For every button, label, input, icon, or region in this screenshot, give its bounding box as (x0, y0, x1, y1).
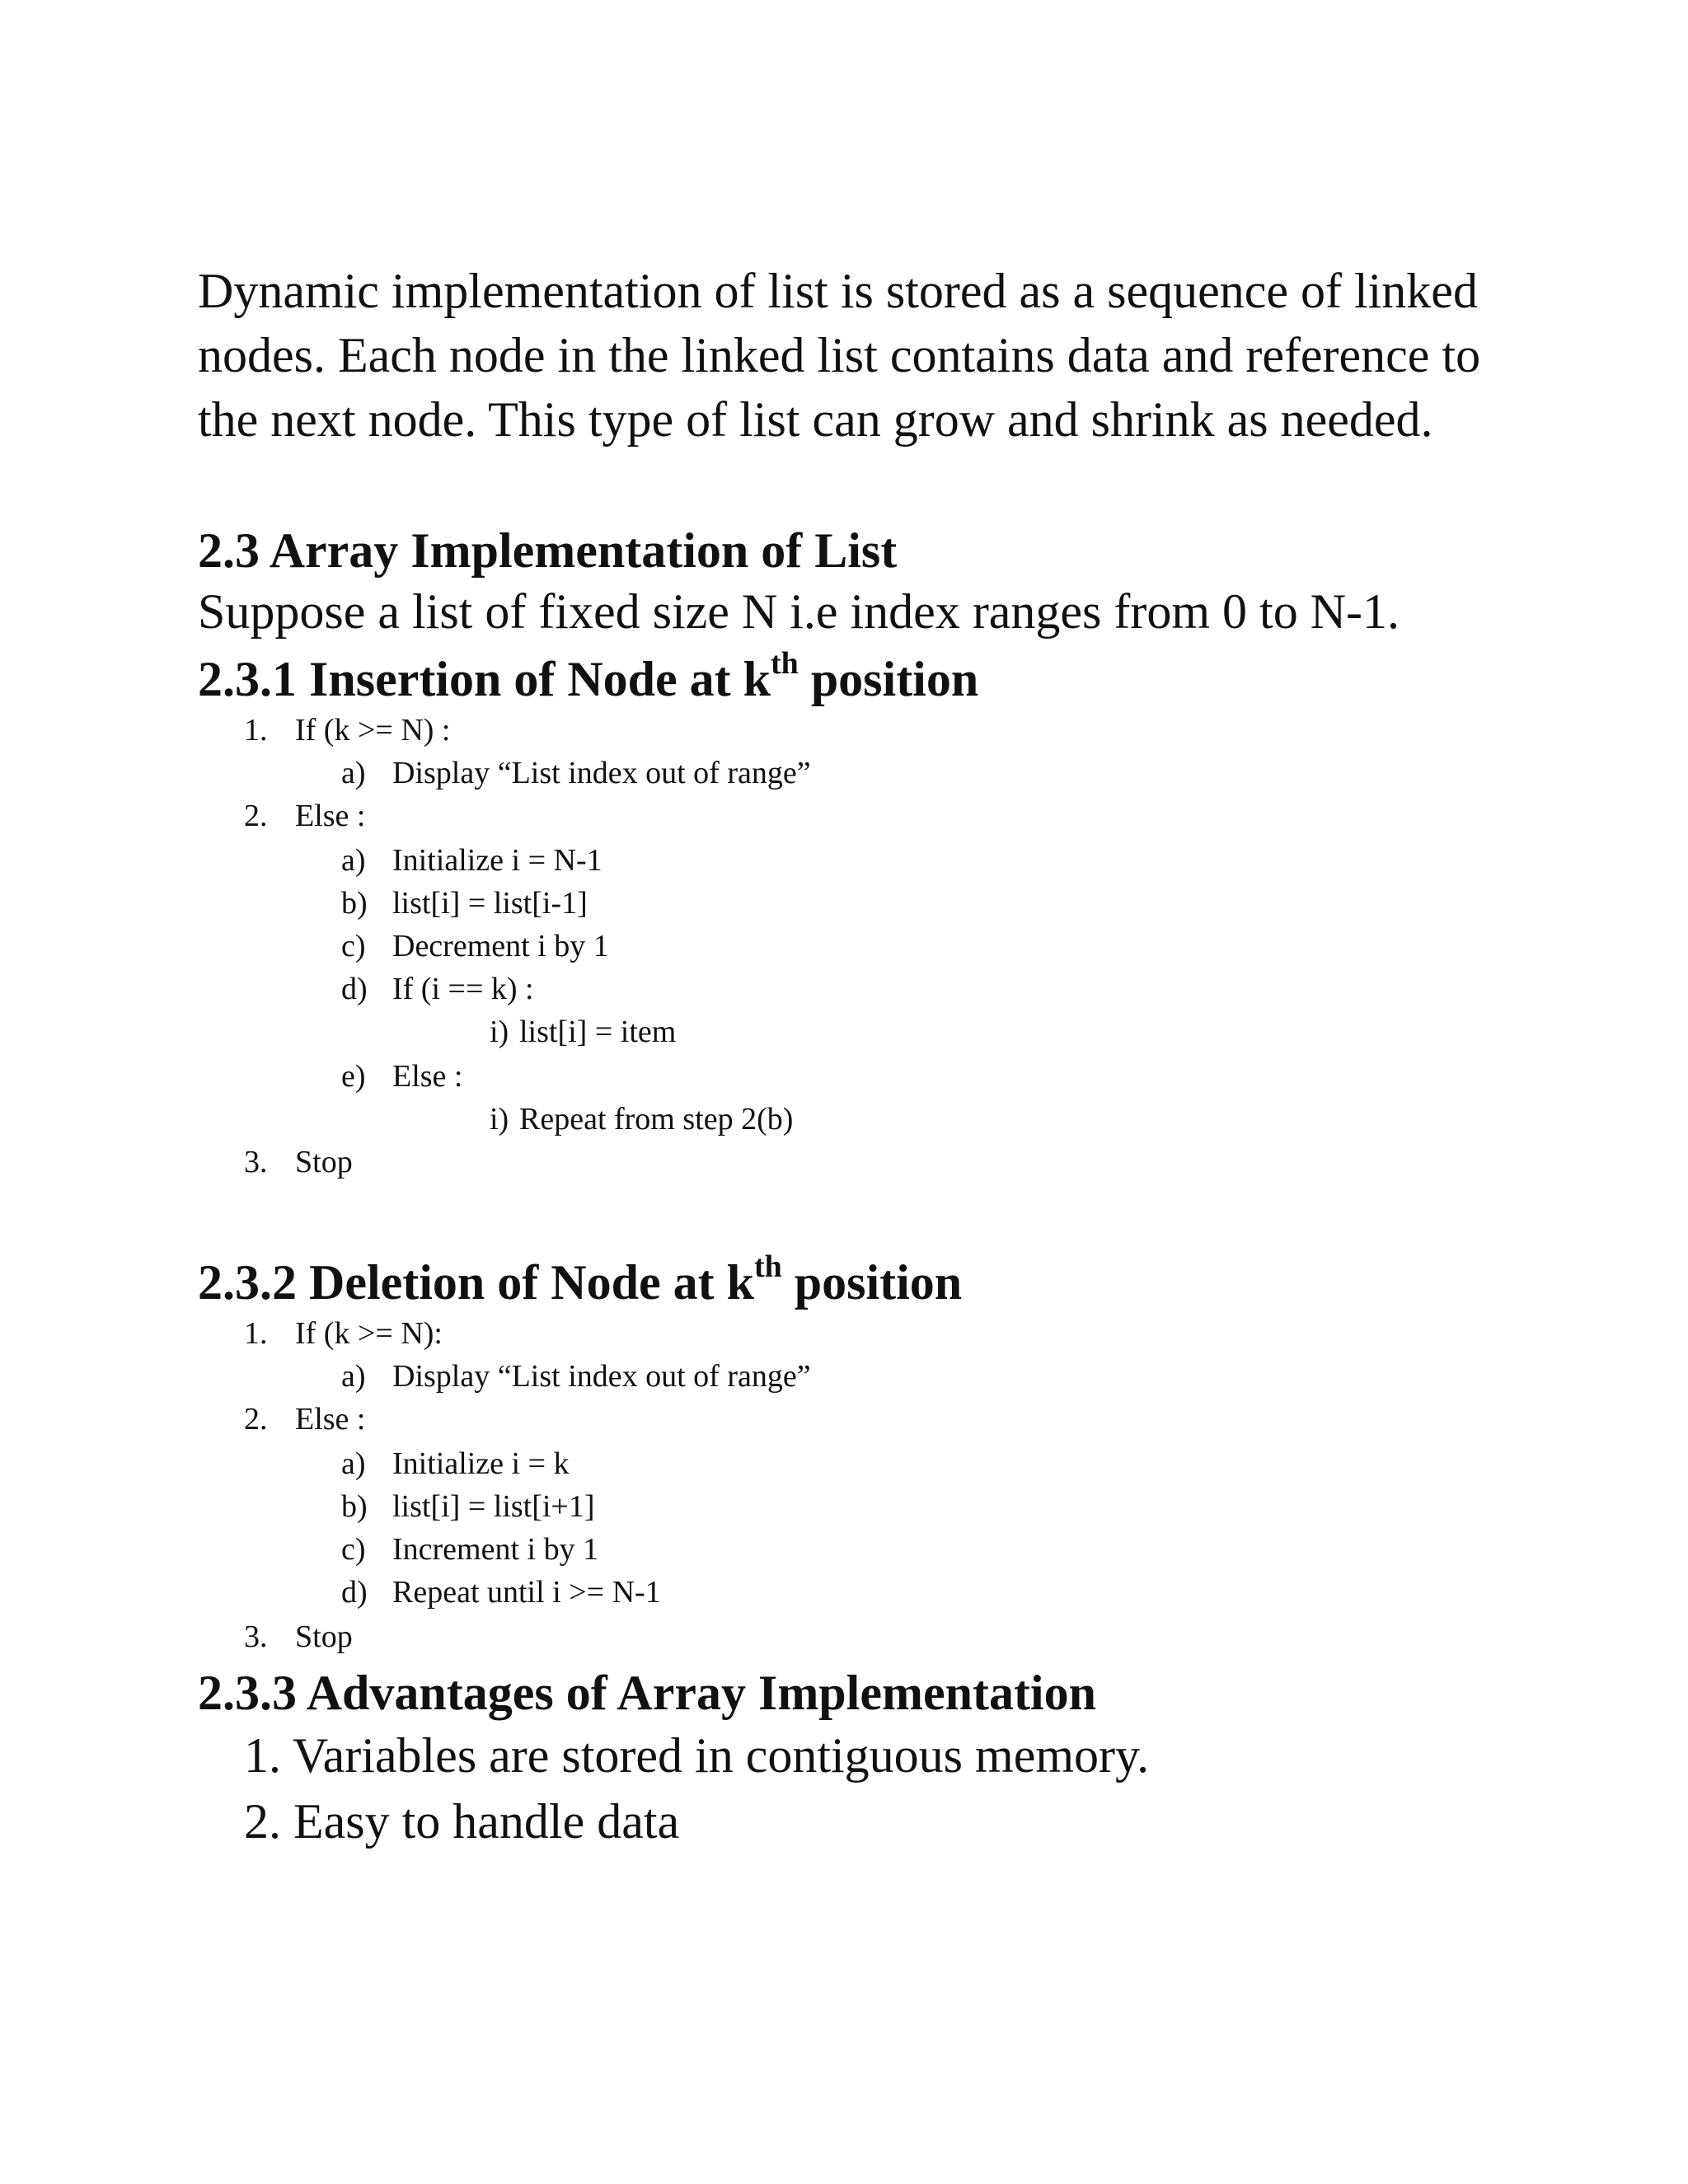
step-text: list[i] = list[i-1] (392, 886, 588, 921)
step-text: Else : (295, 799, 366, 833)
step-item (341, 1057, 463, 1096)
step-text: Else : (392, 1059, 463, 1094)
step-marker: i) (490, 1102, 509, 1137)
step-text: Repeat until i >= N-1 (392, 1575, 661, 1610)
item-marker: 1. (244, 1728, 281, 1783)
advantage-item (244, 1792, 679, 1851)
step-text: Initialize i = N-1 (392, 843, 603, 878)
step-marker: c) (341, 1532, 366, 1567)
heading-2-3: 2.3 Array Implementation of List (198, 523, 898, 578)
step-marker: a) (341, 756, 366, 790)
heading-superscript: th (771, 646, 799, 681)
item-text: Easy to handle data (293, 1794, 680, 1849)
step-marker: e) (341, 1059, 366, 1094)
step-marker: 2. (244, 1402, 268, 1436)
intro-paragraph: Dynamic implementation of list is stored as a sequence of linked nodes. Each node in the linked list contains data and reference to the next node. This type of list can grow and shrink as needed. (198, 264, 1481, 447)
step-item (341, 753, 811, 793)
step-marker: b) (341, 1489, 368, 1524)
step-marker: c) (341, 929, 366, 963)
heading-2-3-1 (198, 646, 979, 709)
step-text: Decrement i by 1 (392, 929, 609, 963)
step-text: If (k >= N): (295, 1316, 443, 1351)
step-item (341, 883, 588, 923)
step-item (341, 1357, 811, 1396)
step-marker: a) (341, 1446, 366, 1481)
step-marker: 1. (244, 713, 268, 748)
step-item (341, 969, 534, 1009)
step-item (244, 1399, 366, 1439)
item-marker: 2. (244, 1794, 281, 1849)
step-text: list[i] = item (519, 1015, 677, 1049)
step-marker: 3. (244, 1145, 268, 1179)
step-text: Display “List index out of range” (392, 756, 811, 790)
step-item (490, 1012, 677, 1052)
step-item (244, 1314, 443, 1353)
heading-2-3-2 (198, 1249, 963, 1312)
step-marker: 2. (244, 799, 268, 833)
step-item (244, 710, 451, 750)
step-marker: a) (341, 1359, 366, 1394)
step-marker: 1. (244, 1316, 268, 1351)
step-text: Increment i by 1 (392, 1532, 599, 1567)
step-item (341, 1530, 599, 1569)
step-text: list[i] = list[i+1] (392, 1489, 595, 1524)
step-item (341, 926, 609, 966)
step-text: Initialize i = k (392, 1446, 570, 1481)
step-text: Repeat from step 2(b) (519, 1102, 794, 1137)
step-marker: d) (341, 972, 368, 1006)
step-item (490, 1099, 794, 1139)
item-text: Variables are stored in contiguous memory. (292, 1728, 1150, 1783)
heading-text: 2.3.1 Insertion of Node at k (198, 652, 771, 706)
step-item (341, 1487, 595, 1526)
heading-text: 2.3.2 Deletion of Node at k (198, 1255, 754, 1310)
heading-superscript: th (753, 1249, 782, 1284)
advantage-item (244, 1726, 1149, 1785)
section-2-3-text: Suppose a list of fixed size N i.e index ranges from 0 to N-1. (198, 584, 1400, 639)
step-marker: i) (490, 1015, 509, 1049)
step-item (244, 796, 366, 836)
step-item (244, 1142, 353, 1182)
step-item (341, 841, 603, 880)
step-text: Display “List index out of range” (392, 1359, 811, 1394)
step-text: Else : (295, 1402, 366, 1436)
heading-2-3-3: 2.3.3 Advantages of Array Implementation (198, 1666, 1096, 1720)
heading-text: position (798, 652, 979, 706)
step-item (244, 1617, 353, 1657)
step-marker: b) (341, 886, 368, 921)
step-marker: 3. (244, 1619, 268, 1654)
step-marker: d) (341, 1575, 368, 1610)
step-text: Stop (295, 1145, 353, 1179)
step-text: If (i == k) : (392, 972, 534, 1006)
step-item (341, 1572, 661, 1612)
step-marker: a) (341, 843, 366, 878)
step-item (341, 1444, 570, 1483)
step-text: Stop (295, 1619, 353, 1654)
heading-text: position (781, 1255, 963, 1310)
step-text: If (k >= N) : (295, 713, 451, 748)
